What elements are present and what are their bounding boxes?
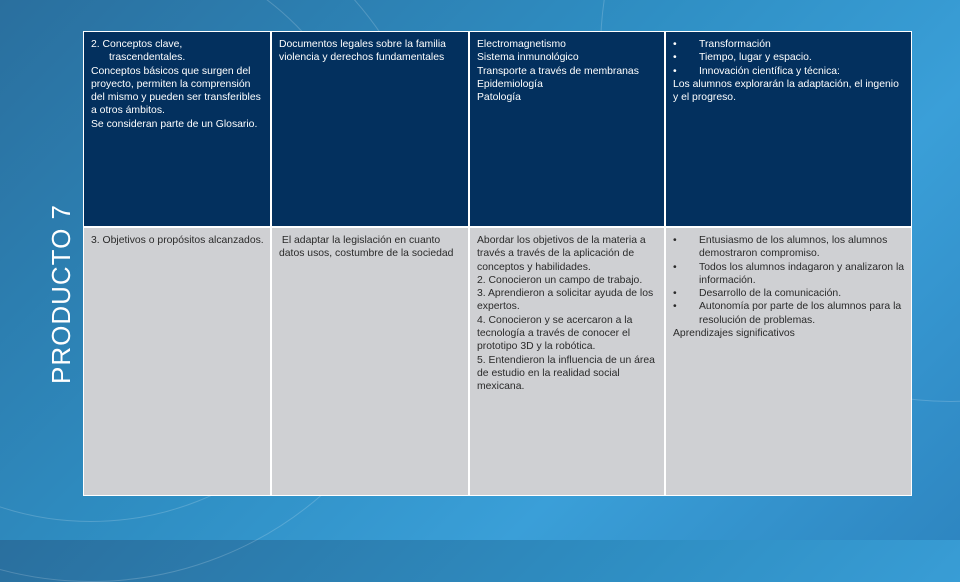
cell-text: Patología	[477, 92, 521, 104]
cell-text: Electromagnetismo	[477, 39, 566, 50]
cell-text: Transporte a través de membranas	[477, 65, 639, 77]
cell-text: Conceptos básicos que surgen del proyecto, permiten la comprensión del mismo y pueden ser transferibles a otros ámbitos.	[91, 65, 261, 117]
cell-r1-c4	[665, 31, 912, 227]
cell-text: Transformación	[699, 39, 771, 50]
cell-r2-c4	[665, 227, 912, 496]
cell-text: Epidemiología	[477, 78, 543, 90]
cell-r2-c3	[469, 227, 665, 496]
cell-text: Autonomía por parte de los alumnos para la resolución de problemas.	[699, 301, 902, 326]
cell-text: Innovación científica y técnica:	[699, 65, 840, 77]
cell-r2-c1	[83, 227, 271, 496]
cell-r1-c3	[469, 31, 665, 227]
cell-text: Se consideran parte de un Glosario.	[91, 118, 258, 130]
cell-text: Aprendizajes significativos	[673, 328, 795, 340]
cell-r2-c2	[271, 227, 469, 496]
cell-text: El adaptar la legislación en cuanto datos usos, costumbre de la sociedad	[279, 235, 454, 260]
bullet-icon: •	[673, 39, 677, 50]
cell-text: Los alumnos explorarán la adaptación, el ingenio y el progreso.	[673, 78, 899, 104]
list-item	[673, 38, 905, 51]
cell-text: Abordar los objetivos de la materia a través a través de la aplicación de conceptos y habilidades.	[477, 235, 646, 273]
slide-title: PRODUCTO 7	[46, 204, 76, 384]
bullet-icon: •	[673, 301, 677, 313]
product-table	[83, 31, 912, 496]
cell-text: 4. Conocieron y se acercaron a la tecnología a través de conocer el prototipo 3D y la robótica.	[477, 314, 633, 353]
bullet-icon: •	[673, 52, 677, 64]
cell-text: Documentos legales sobre la familia violencia y derechos fundamentales	[279, 39, 446, 64]
list-item	[673, 65, 905, 78]
cell-text: Sistema inmunológico	[477, 52, 579, 64]
bullet-icon: •	[673, 288, 677, 300]
cell-r1-c2	[271, 31, 469, 227]
cell-text: Tiempo, lugar y espacio.	[699, 52, 812, 64]
bullet-icon: •	[673, 65, 677, 77]
cell-text: 2. Conceptos clave,	[91, 39, 183, 50]
list-item	[673, 51, 905, 64]
cell-text: Todos los alumnos indagaron y analizaron la información.	[699, 261, 905, 286]
cell-text: 5. Entendieron la influencia de un área de estudio en la realidad social mexicana.	[477, 354, 655, 393]
cell-text: 2. Conocieron un campo de trabajo.	[477, 274, 643, 286]
bullet-icon: •	[673, 261, 677, 273]
cell-text: trascendentales.	[109, 52, 186, 64]
bullet-icon: •	[673, 235, 677, 246]
cell-text: 3. Objetivos o propósitos alcanzados.	[91, 235, 264, 246]
cell-r1-c1	[83, 31, 271, 227]
list-item	[673, 287, 905, 300]
cell-text: Entusiasmo de los alumnos, los alumnos demostraron compromiso.	[699, 235, 888, 260]
list-item	[673, 261, 905, 288]
list-item	[673, 300, 905, 327]
cell-text: Desarrollo de la comunicación.	[699, 288, 842, 300]
list-item	[673, 234, 905, 261]
cell-text: 3. Aprendieron a solicitar ayuda de los expertos.	[477, 288, 654, 313]
